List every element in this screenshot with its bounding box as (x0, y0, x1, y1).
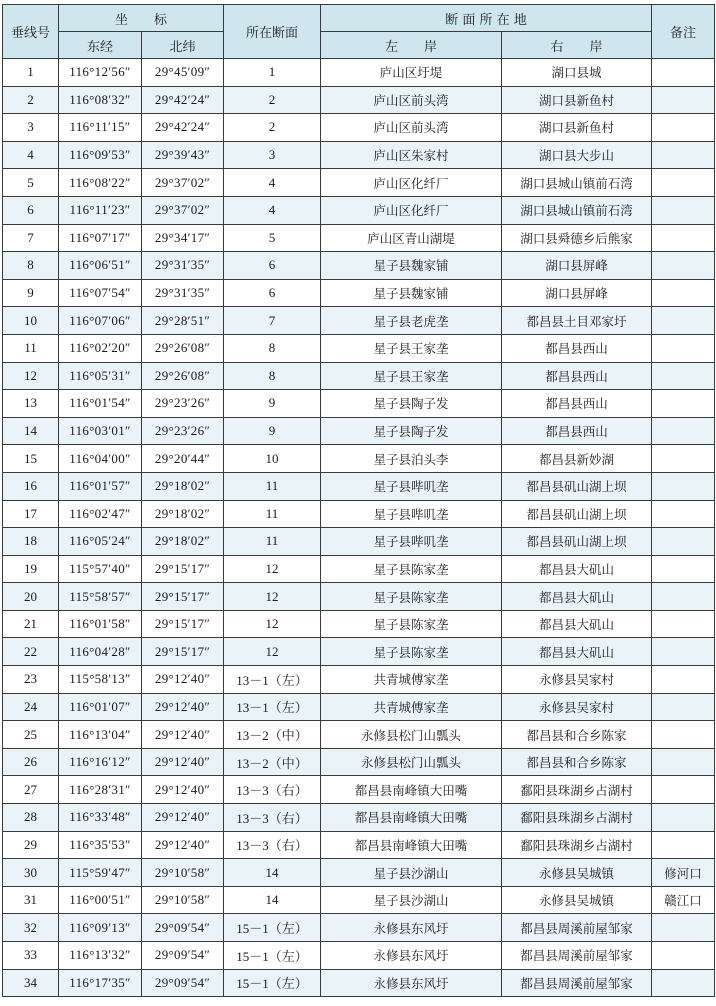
cell-line-no: 22 (3, 638, 59, 666)
cell-line-no: 11 (3, 334, 59, 362)
cell-line-no: 30 (3, 859, 59, 887)
cell-line-no: 17 (3, 500, 59, 528)
cell-section: 11 (224, 528, 321, 556)
cell-north-latitude: 29°09′54″ (142, 914, 224, 942)
cell-note (652, 666, 715, 694)
cell-left-bank: 永修县松门山瓢头 (321, 748, 502, 776)
cell-east-longitude: 115°57′40″ (59, 555, 142, 583)
table-row (3, 583, 715, 611)
cell-right-bank: 都昌县和合乡陈家 (502, 748, 652, 776)
cell-right-bank: 湖口县屏峰 (502, 279, 652, 307)
cell-north-latitude: 29°28′51″ (142, 307, 224, 335)
cell-section: 13－1（左） (224, 693, 321, 721)
cell-east-longitude: 116°09′53″ (59, 141, 142, 169)
table-row (3, 500, 715, 528)
cell-note (652, 500, 715, 528)
cell-north-latitude: 29°23′26″ (142, 417, 224, 445)
cell-east-longitude: 116°01′07″ (59, 693, 142, 721)
cell-right-bank: 永修县吴城镇 (502, 886, 652, 914)
table-row (3, 445, 715, 473)
cell-line-no: 21 (3, 610, 59, 638)
cell-right-bank: 都昌县周溪前屋邹家 (502, 942, 652, 970)
cell-right-bank: 湖口县舜德乡后熊家 (502, 224, 652, 252)
cell-right-bank: 都昌县大矶山 (502, 583, 652, 611)
cell-section: 2 (224, 86, 321, 114)
cell-note (652, 472, 715, 500)
cell-note: 赣江口 (652, 886, 715, 914)
cell-line-no: 10 (3, 307, 59, 335)
header-left-bank: 左 岸 (321, 32, 502, 59)
cell-note (652, 279, 715, 307)
cell-right-bank: 都昌县大矶山 (502, 555, 652, 583)
table-row (3, 390, 715, 418)
cell-left-bank: 星子县老虎垄 (321, 307, 502, 335)
cell-left-bank: 星子县陶子发 (321, 417, 502, 445)
cell-note (652, 528, 715, 556)
cell-note (652, 417, 715, 445)
cell-note (652, 583, 715, 611)
table-row (3, 141, 715, 169)
cell-east-longitude: 116°17′35″ (59, 969, 142, 997)
cell-east-longitude: 116°07′17″ (59, 224, 142, 252)
cell-note (652, 86, 715, 114)
cell-north-latitude: 29°15′17″ (142, 583, 224, 611)
table-row (3, 693, 715, 721)
cell-east-longitude: 116°13′04″ (59, 721, 142, 749)
cell-line-no: 25 (3, 721, 59, 749)
cell-north-latitude: 29°15′17″ (142, 638, 224, 666)
cell-line-no: 34 (3, 969, 59, 997)
cell-line-no: 18 (3, 528, 59, 556)
table-row (3, 666, 715, 694)
header-note: 备注 (652, 5, 715, 59)
header-location: 断 面 所 在 地 (321, 5, 652, 32)
cell-north-latitude: 29°12′40″ (142, 666, 224, 694)
table-row (3, 59, 715, 87)
cell-note (652, 693, 715, 721)
cell-left-bank: 星子县哔叽垄 (321, 528, 502, 556)
table-row (3, 610, 715, 638)
cell-right-bank: 都昌县大矶山 (502, 638, 652, 666)
cell-note (652, 169, 715, 197)
cell-line-no: 16 (3, 472, 59, 500)
table-row (3, 555, 715, 583)
table-row (3, 528, 715, 556)
cell-line-no: 6 (3, 196, 59, 224)
cell-left-bank: 庐山区化纤厂 (321, 196, 502, 224)
cell-east-longitude: 116°12′56″ (59, 59, 142, 87)
cell-east-longitude: 116°08′22″ (59, 169, 142, 197)
cell-east-longitude: 116°11′23″ (59, 196, 142, 224)
header-right-bank: 右 岸 (502, 32, 652, 59)
table-container (2, 4, 714, 997)
cell-section: 10 (224, 445, 321, 473)
cell-note (652, 748, 715, 776)
cell-section: 13－3（右） (224, 776, 321, 804)
vertical-line-table (2, 4, 715, 997)
cell-north-latitude: 29°09′54″ (142, 969, 224, 997)
cell-right-bank: 鄱阳县珠湖乡占湖村 (502, 831, 652, 859)
cell-left-bank: 庐山区前头湾 (321, 114, 502, 142)
cell-north-latitude: 29°45′09″ (142, 59, 224, 87)
cell-note (652, 390, 715, 418)
cell-right-bank: 都昌县土目邓家圩 (502, 307, 652, 335)
cell-north-latitude: 29°10′58″ (142, 886, 224, 914)
cell-line-no: 28 (3, 804, 59, 832)
cell-left-bank: 星子县陈家垄 (321, 610, 502, 638)
cell-north-latitude: 29°15′17″ (142, 555, 224, 583)
cell-north-latitude: 29°12′40″ (142, 776, 224, 804)
cell-section: 12 (224, 583, 321, 611)
cell-north-latitude: 29°31′35″ (142, 279, 224, 307)
cell-east-longitude: 116°07′06″ (59, 307, 142, 335)
table-row (3, 748, 715, 776)
cell-east-longitude: 116°13′32″ (59, 942, 142, 970)
cell-north-latitude: 29°39′43″ (142, 141, 224, 169)
cell-note (652, 362, 715, 390)
cell-right-bank: 都昌县西山 (502, 390, 652, 418)
cell-north-latitude: 29°12′40″ (142, 748, 224, 776)
cell-note (652, 307, 715, 335)
cell-line-no: 29 (3, 831, 59, 859)
cell-line-no: 7 (3, 224, 59, 252)
cell-east-longitude: 116°04′28″ (59, 638, 142, 666)
cell-line-no: 24 (3, 693, 59, 721)
table-row (3, 638, 715, 666)
cell-note (652, 776, 715, 804)
cell-section: 12 (224, 610, 321, 638)
table-row (3, 307, 715, 335)
cell-section: 7 (224, 307, 321, 335)
cell-east-longitude: 116°04′00″ (59, 445, 142, 473)
cell-left-bank: 星子县陶子发 (321, 390, 502, 418)
cell-east-longitude: 116°05′24″ (59, 528, 142, 556)
cell-east-longitude: 116°01′54″ (59, 390, 142, 418)
cell-line-no: 27 (3, 776, 59, 804)
table-row (3, 362, 715, 390)
cell-line-no: 14 (3, 417, 59, 445)
cell-left-bank: 庐山区化纤厂 (321, 169, 502, 197)
cell-north-latitude: 29°26′08″ (142, 334, 224, 362)
cell-line-no: 2 (3, 86, 59, 114)
cell-section: 4 (224, 169, 321, 197)
cell-section: 11 (224, 472, 321, 500)
table-row (3, 914, 715, 942)
cell-left-bank: 星子县陈家垄 (321, 638, 502, 666)
cell-left-bank: 庐山区青山湖堤 (321, 224, 502, 252)
table-row (3, 776, 715, 804)
cell-east-longitude: 116°02′47″ (59, 500, 142, 528)
cell-left-bank: 星子县哔叽垄 (321, 500, 502, 528)
cell-right-bank: 湖口县城山镇前石湾 (502, 169, 652, 197)
cell-section: 4 (224, 196, 321, 224)
cell-east-longitude: 116°08′32″ (59, 86, 142, 114)
cell-left-bank: 星子县哔叽垄 (321, 472, 502, 500)
table-row (3, 417, 715, 445)
cell-left-bank: 星子县魏家铺 (321, 252, 502, 280)
cell-note (652, 141, 715, 169)
cell-note (652, 721, 715, 749)
cell-line-no: 33 (3, 942, 59, 970)
cell-line-no: 15 (3, 445, 59, 473)
header-section: 所在断面 (224, 5, 321, 59)
cell-note: 修河口 (652, 859, 715, 887)
cell-east-longitude: 116°28′31″ (59, 776, 142, 804)
cell-section: 14 (224, 859, 321, 887)
cell-left-bank: 都昌县南峰镇大田嘴 (321, 831, 502, 859)
cell-left-bank: 都昌县南峰镇大田嘴 (321, 804, 502, 832)
cell-line-no: 4 (3, 141, 59, 169)
cell-section: 15－1（左） (224, 914, 321, 942)
table-row (3, 969, 715, 997)
cell-note (652, 252, 715, 280)
cell-section: 13－3（右） (224, 804, 321, 832)
cell-section: 6 (224, 252, 321, 280)
cell-east-longitude: 116°02′20″ (59, 334, 142, 362)
cell-line-no: 13 (3, 390, 59, 418)
cell-right-bank: 永修县吴家村 (502, 693, 652, 721)
cell-north-latitude: 29°10′58″ (142, 859, 224, 887)
table-row (3, 279, 715, 307)
cell-section: 9 (224, 417, 321, 445)
table-row (3, 472, 715, 500)
cell-east-longitude: 116°01′58″ (59, 610, 142, 638)
table-header (3, 5, 715, 59)
cell-right-bank: 湖口县屏峰 (502, 252, 652, 280)
cell-note (652, 196, 715, 224)
cell-right-bank: 湖口县城山镇前石湾 (502, 196, 652, 224)
table-row (3, 86, 715, 114)
cell-line-no: 26 (3, 748, 59, 776)
cell-right-bank: 鄱阳县珠湖乡占湖村 (502, 776, 652, 804)
cell-left-bank: 星子县王家垄 (321, 362, 502, 390)
table-row (3, 721, 715, 749)
cell-east-longitude: 116°00′51″ (59, 886, 142, 914)
cell-east-longitude: 116°33′48″ (59, 804, 142, 832)
cell-right-bank: 都昌县周溪前屋邹家 (502, 914, 652, 942)
table-row (3, 859, 715, 887)
cell-east-longitude: 116°16′12″ (59, 748, 142, 776)
cell-right-bank: 都昌县西山 (502, 417, 652, 445)
cell-section: 11 (224, 500, 321, 528)
cell-east-longitude: 116°01′57″ (59, 472, 142, 500)
cell-note (652, 804, 715, 832)
cell-left-bank: 都昌县南峰镇大田嘴 (321, 776, 502, 804)
cell-left-bank: 共青城傅家垄 (321, 693, 502, 721)
cell-line-no: 9 (3, 279, 59, 307)
cell-left-bank: 永修县东风圩 (321, 942, 502, 970)
cell-section: 13－3（右） (224, 831, 321, 859)
cell-section: 13－2（中） (224, 721, 321, 749)
cell-right-bank: 都昌县矶山湖上坝 (502, 500, 652, 528)
cell-right-bank: 都昌县矶山湖上坝 (502, 528, 652, 556)
cell-note (652, 969, 715, 997)
cell-line-no: 1 (3, 59, 59, 87)
cell-right-bank: 都昌县周溪前屋邹家 (502, 969, 652, 997)
cell-line-no: 3 (3, 114, 59, 142)
cell-right-bank: 湖口县城 (502, 59, 652, 87)
cell-right-bank: 永修县吴家村 (502, 666, 652, 694)
cell-north-latitude: 29°37′02″ (142, 196, 224, 224)
cell-east-longitude: 116°07′54″ (59, 279, 142, 307)
cell-north-latitude: 29°26′08″ (142, 362, 224, 390)
cell-north-latitude: 29°37′02″ (142, 169, 224, 197)
cell-line-no: 8 (3, 252, 59, 280)
cell-north-latitude: 29°42′24″ (142, 114, 224, 142)
cell-right-bank: 都昌县西山 (502, 334, 652, 362)
cell-note (652, 610, 715, 638)
header-east: 东经 (59, 32, 142, 59)
table-row (3, 224, 715, 252)
cell-east-longitude: 116°35′53″ (59, 831, 142, 859)
cell-note (652, 334, 715, 362)
cell-east-longitude: 115°58′57″ (59, 583, 142, 611)
cell-left-bank: 星子县魏家铺 (321, 279, 502, 307)
cell-right-bank: 永修县吴城镇 (502, 859, 652, 887)
cell-north-latitude: 29°34′17″ (142, 224, 224, 252)
cell-left-bank: 星子县沙湖山 (321, 859, 502, 887)
cell-right-bank: 都昌县西山 (502, 362, 652, 390)
cell-north-latitude: 29°12′40″ (142, 721, 224, 749)
cell-section: 14 (224, 886, 321, 914)
cell-right-bank: 都昌县矶山湖上坝 (502, 472, 652, 500)
table-row (3, 169, 715, 197)
cell-section: 13－1（左） (224, 666, 321, 694)
cell-left-bank: 永修县东风圩 (321, 969, 502, 997)
cell-north-latitude: 29°31′35″ (142, 252, 224, 280)
cell-line-no: 5 (3, 169, 59, 197)
cell-note (652, 445, 715, 473)
cell-north-latitude: 29°18′02″ (142, 528, 224, 556)
cell-right-bank: 鄱阳县珠湖乡占湖村 (502, 804, 652, 832)
cell-north-latitude: 29°18′02″ (142, 472, 224, 500)
table-row (3, 252, 715, 280)
table-row (3, 886, 715, 914)
cell-east-longitude: 116°11′15″ (59, 114, 142, 142)
cell-section: 3 (224, 141, 321, 169)
cell-north-latitude: 29°23′26″ (142, 390, 224, 418)
cell-section: 15－1（左） (224, 942, 321, 970)
cell-note (652, 555, 715, 583)
cell-left-bank: 星子县王家垄 (321, 334, 502, 362)
cell-north-latitude: 29°42′24″ (142, 86, 224, 114)
cell-left-bank: 庐山区前头湾 (321, 86, 502, 114)
cell-line-no: 12 (3, 362, 59, 390)
cell-left-bank: 庐山区朱家村 (321, 141, 502, 169)
cell-right-bank: 湖口县新鱼村 (502, 86, 652, 114)
cell-section: 9 (224, 390, 321, 418)
cell-right-bank: 都昌县和合乡陈家 (502, 721, 652, 749)
table-row (3, 334, 715, 362)
cell-section: 15－1（左） (224, 969, 321, 997)
table-row (3, 804, 715, 832)
cell-left-bank: 星子县陈家垄 (321, 583, 502, 611)
table-row (3, 831, 715, 859)
cell-north-latitude: 29°20′44″ (142, 445, 224, 473)
table-row (3, 942, 715, 970)
cell-note (652, 638, 715, 666)
header-coordinates: 坐 标 (59, 5, 224, 32)
cell-left-bank: 星子县沙湖山 (321, 886, 502, 914)
cell-note (652, 59, 715, 87)
cell-east-longitude: 116°05′31″ (59, 362, 142, 390)
cell-line-no: 20 (3, 583, 59, 611)
cell-left-bank: 永修县东风圩 (321, 914, 502, 942)
header-line-no: 垂线号 (3, 5, 59, 59)
cell-section: 12 (224, 555, 321, 583)
cell-right-bank: 湖口县大步山 (502, 141, 652, 169)
cell-east-longitude: 116°06′51″ (59, 252, 142, 280)
cell-section: 6 (224, 279, 321, 307)
cell-east-longitude: 116°03′01″ (59, 417, 142, 445)
cell-left-bank: 星子县泊头李 (321, 445, 502, 473)
cell-line-no: 32 (3, 914, 59, 942)
cell-north-latitude: 29°12′40″ (142, 831, 224, 859)
cell-line-no: 19 (3, 555, 59, 583)
cell-section: 5 (224, 224, 321, 252)
cell-line-no: 23 (3, 666, 59, 694)
cell-north-latitude: 29°18′02″ (142, 500, 224, 528)
cell-east-longitude: 115°58′13″ (59, 666, 142, 694)
cell-left-bank: 永修县松门山瓢头 (321, 721, 502, 749)
cell-note (652, 914, 715, 942)
cell-right-bank: 都昌县新妙湖 (502, 445, 652, 473)
table-body (3, 59, 715, 997)
cell-line-no: 31 (3, 886, 59, 914)
table-row (3, 196, 715, 224)
cell-north-latitude: 29°15′17″ (142, 610, 224, 638)
cell-section: 12 (224, 638, 321, 666)
cell-right-bank: 湖口县新鱼村 (502, 114, 652, 142)
cell-section: 2 (224, 114, 321, 142)
cell-note (652, 114, 715, 142)
cell-left-bank: 共青城傅家垄 (321, 666, 502, 694)
table-row (3, 114, 715, 142)
cell-north-latitude: 29°09′54″ (142, 942, 224, 970)
cell-section: 13－2（中） (224, 748, 321, 776)
cell-section: 8 (224, 334, 321, 362)
cell-note (652, 224, 715, 252)
header-north: 北纬 (142, 32, 224, 59)
cell-note (652, 831, 715, 859)
cell-north-latitude: 29°12′40″ (142, 693, 224, 721)
cell-east-longitude: 116°09′13″ (59, 914, 142, 942)
cell-section: 1 (224, 59, 321, 87)
cell-section: 8 (224, 362, 321, 390)
cell-east-longitude: 115°59′47″ (59, 859, 142, 887)
cell-left-bank: 星子县陈家垄 (321, 555, 502, 583)
cell-left-bank: 庐山区圩堤 (321, 59, 502, 87)
cell-note (652, 942, 715, 970)
cell-right-bank: 都昌县大矶山 (502, 610, 652, 638)
cell-north-latitude: 29°12′40″ (142, 804, 224, 832)
